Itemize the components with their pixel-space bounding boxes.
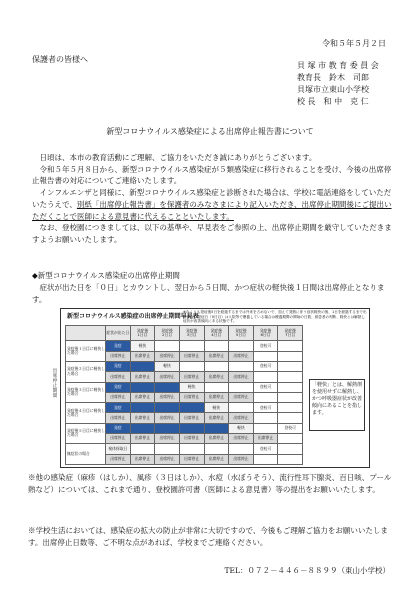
empty-cell bbox=[278, 413, 303, 423]
chart-title: 新型コロナウイルス感染症の出席停止期間早見表 bbox=[67, 313, 199, 320]
period-sentence: 症状が出た日を「０日」とカウントし、翌日から５日間、かつ症状の軽快後１日間は出席停止となります。 bbox=[32, 283, 385, 304]
stop-cell: 出席停止 bbox=[179, 454, 204, 464]
footnote-text: ※学校生活においては、感染症の拡大の防止が非常に大切ですので、今後もご理解ご協力をお願いいたします。出席停止日数等、ご不明な点があれば、学校までご連絡ください。 bbox=[28, 526, 388, 547]
chart-row bbox=[66, 403, 303, 413]
header-cell: 発症後 4日目 bbox=[204, 326, 229, 341]
empty-cell bbox=[253, 351, 278, 361]
bar-cell bbox=[204, 423, 229, 433]
empty-cell bbox=[204, 444, 229, 454]
sender-line: 教育長 鈴木 司郎 bbox=[297, 73, 369, 82]
empty-cell bbox=[130, 444, 155, 454]
bar-cell bbox=[179, 403, 204, 413]
bar-cell bbox=[155, 403, 180, 413]
mild-definition-box: 「軽快」とは、解熱剤を使用せずに解熱し、かつ呼吸器症状が改善傾向にあることを指します。 bbox=[309, 379, 365, 431]
bar-cell bbox=[130, 382, 155, 392]
empty-cell bbox=[155, 341, 180, 351]
stop-cell: 出席停止 bbox=[106, 392, 131, 402]
stop-cell: 出席停止 bbox=[106, 433, 131, 443]
header-cell: 発症後 1日目 bbox=[130, 326, 155, 341]
stop-cell: 出席停止 bbox=[229, 433, 254, 443]
period-text bbox=[32, 282, 392, 305]
bar-cell bbox=[130, 423, 155, 433]
paragraph-text: 令和５年５月８日から、新型コロナウイルス感染症が５類感染症に移行されることを受け、今後の出席停止報告書の対応についてご連絡いたします。 bbox=[32, 164, 392, 186]
sender-line: 貝 塚 市 教 育 委 員 会 bbox=[297, 61, 379, 70]
sender-block bbox=[297, 60, 379, 108]
footnote-text: ※他の感染症（麻疹（はしか）、風疹（３日はしか）、水痘（水ぼうそう）、流行性耳下腺炎、百日咳、プール熱など）については、これまで通り、登校園許可書（医師による意見書）等の提出をお願いいたします。 bbox=[28, 473, 392, 494]
empty-cell bbox=[253, 372, 278, 382]
stop-cell: 出席停止 bbox=[106, 372, 131, 382]
empty-cell bbox=[278, 444, 303, 454]
empty-cell bbox=[278, 392, 303, 402]
stop-cell: 出席停止 bbox=[179, 392, 204, 402]
stop-cell: 出席停止 bbox=[204, 413, 229, 423]
mild-cell: 軽快 bbox=[155, 362, 180, 372]
mild-cell: 軽快 bbox=[229, 423, 254, 433]
return-cell: 登校可 bbox=[253, 444, 278, 454]
chart-row bbox=[66, 341, 303, 351]
mild-cell: 軽快 bbox=[130, 341, 155, 351]
empty-cell bbox=[278, 454, 303, 464]
stop-cell: 出席停止 bbox=[130, 433, 155, 443]
stop-cell: 出席停止 bbox=[204, 454, 229, 464]
header-cell: 症状が出た日 bbox=[106, 326, 131, 341]
stop-cell: 出席停止 bbox=[155, 454, 180, 464]
header-cell: 発症後 5日目 bbox=[229, 326, 254, 341]
empty-cell bbox=[278, 372, 303, 382]
chart-grid bbox=[65, 325, 303, 465]
chart-note: ※なくとも発症後5日を経過するまでは外来を占めないで、加えて発熱に伴う症状軽快の後、1日を経過するまで出席停止。発症日（0日目）は入院等で療養している場合は療養期間の開始の日数、被患者の判断、軽快とは解熱し症状が改善傾向にある状態です。 bbox=[183, 310, 367, 324]
return-cell: 登校可 bbox=[253, 362, 278, 372]
paragraph bbox=[32, 152, 392, 164]
empty-cell bbox=[278, 341, 303, 351]
stop-cell: 出席停止 bbox=[229, 392, 254, 402]
empty-cell bbox=[204, 362, 229, 372]
stop-cell: 出席停止 bbox=[130, 372, 155, 382]
section-heading: ◆新型コロナウイルス感染症の出席停止期間 bbox=[32, 271, 180, 280]
paragraph bbox=[32, 222, 392, 245]
document-title: 新型コロナウイルス感染症による出席停止報告書について bbox=[106, 127, 314, 136]
chart-row bbox=[66, 382, 303, 392]
school-telephone: TEL：０７２－４４６－８８９９（東山小学校） bbox=[224, 566, 390, 575]
empty-cell bbox=[155, 444, 180, 454]
bar-cell bbox=[130, 403, 155, 413]
empty-cell bbox=[204, 341, 229, 351]
stop-cell: 出席停止 bbox=[229, 413, 254, 423]
onset-cell: 発症 bbox=[106, 341, 131, 351]
stop-cell: 出席停止 bbox=[229, 351, 254, 361]
stop-cell: 出席停止 bbox=[204, 392, 229, 402]
mild-cell: 軽快 bbox=[179, 382, 204, 392]
vertical-label: 出席停止期間 bbox=[52, 369, 58, 399]
empty-cell bbox=[253, 423, 278, 433]
header-cell: 発症後 3日目 bbox=[179, 326, 204, 341]
stop-cell: 出席停止 bbox=[253, 433, 278, 443]
return-cell: 登校可 bbox=[253, 382, 278, 392]
stop-cell: 出席停止 bbox=[155, 351, 180, 361]
row-label: 発症後２日目に軽快した場合 bbox=[66, 362, 106, 383]
stop-cell: 出席停止 bbox=[179, 433, 204, 443]
chart-row bbox=[66, 444, 303, 454]
stop-cell: 出席停止 bbox=[204, 372, 229, 382]
return-cell: 登校可 bbox=[253, 403, 278, 413]
bar-cell bbox=[155, 423, 180, 433]
stop-cell: 出席停止 bbox=[106, 351, 131, 361]
stop-cell: 出席停止 bbox=[179, 413, 204, 423]
empty-cell bbox=[229, 403, 254, 413]
row-label: 無症状の場合 bbox=[66, 444, 106, 465]
empty-cell bbox=[278, 382, 303, 392]
return-cell: 登校可 bbox=[278, 423, 303, 433]
empty-cell bbox=[229, 444, 254, 454]
row-label: 発症後５日目に軽快した場合 bbox=[66, 423, 106, 444]
test-cell: 検体採取日 bbox=[106, 444, 131, 454]
stop-cell: 出席停止 bbox=[204, 433, 229, 443]
empty-cell bbox=[278, 403, 303, 413]
stop-cell: 出席停止 bbox=[229, 372, 254, 382]
stop-cell: 出席停止 bbox=[106, 413, 131, 423]
empty-cell bbox=[204, 382, 229, 392]
onset-cell: 発症 bbox=[106, 403, 131, 413]
row-label: 発症後１日目に軽快した場合 bbox=[66, 341, 106, 362]
bar-cell bbox=[155, 382, 180, 392]
paragraph-text: なお、登校園につきましては、以下の基準や、早見表をご参照の上、出席停止期間を厳守していただきますようお願いいたします。 bbox=[32, 223, 392, 244]
empty-cell bbox=[278, 351, 303, 361]
stop-cell: 出席停止 bbox=[106, 454, 131, 464]
addressee: 保護者の皆様へ bbox=[32, 55, 88, 64]
paragraph-text: インフルエンザと同様に、新型コロナウイルス感染症と診断された場合は、学校に電話連絡をしていただいたうえで、 bbox=[32, 188, 392, 209]
paragraph-text: 日頃は、本市の教育活動にご理解、ご協力をいただき誠にありがとうございます。 bbox=[39, 153, 317, 162]
onset-cell: 発症 bbox=[106, 382, 131, 392]
header-cell: 発症後 6日目 bbox=[253, 326, 278, 341]
empty-cell bbox=[229, 382, 254, 392]
sender-line: 校 長 和 中 克 仁 bbox=[297, 97, 369, 106]
paragraph bbox=[32, 164, 392, 187]
stop-cell: 出席停止 bbox=[179, 351, 204, 361]
attendance-chart bbox=[52, 308, 370, 468]
body-text bbox=[32, 152, 392, 246]
stop-cell: 出席停止 bbox=[155, 433, 180, 443]
empty-cell bbox=[278, 362, 303, 372]
stop-cell: 出席停止 bbox=[229, 454, 254, 464]
empty-cell bbox=[229, 341, 254, 351]
bar-cell bbox=[130, 362, 155, 372]
row-label: 発症後３日目に軽快した場合 bbox=[66, 382, 106, 403]
empty-cell bbox=[253, 454, 278, 464]
stop-cell: 出席停止 bbox=[155, 413, 180, 423]
row-label: 発症後４日目に軽快した場合 bbox=[66, 403, 106, 424]
empty-cell bbox=[253, 392, 278, 402]
issue-date: 令和５年５月２日 bbox=[322, 39, 386, 48]
sender-line: 貝塚市立東山小学校 bbox=[297, 85, 369, 94]
chart-row bbox=[66, 423, 303, 433]
footnote-other-diseases bbox=[28, 472, 392, 495]
stop-cell: 出席停止 bbox=[155, 372, 180, 382]
header-cell: 発症後 2日目 bbox=[155, 326, 180, 341]
stop-cell: 出席停止 bbox=[179, 372, 204, 382]
empty-cell bbox=[229, 362, 254, 372]
stop-cell: 出席停止 bbox=[130, 413, 155, 423]
chart-row bbox=[66, 362, 303, 372]
stop-cell: 出席停止 bbox=[130, 454, 155, 464]
header-blank bbox=[66, 326, 106, 341]
stop-cell: 出席停止 bbox=[130, 351, 155, 361]
stop-cell: 出席停止 bbox=[130, 392, 155, 402]
stop-cell: 出席停止 bbox=[204, 351, 229, 361]
empty-cell bbox=[253, 413, 278, 423]
empty-cell bbox=[278, 433, 303, 443]
mild-cell: 軽快 bbox=[204, 403, 229, 413]
empty-cell bbox=[179, 444, 204, 454]
return-cell: 登校可 bbox=[253, 341, 278, 351]
header-cell: 発症後 7日目 bbox=[278, 326, 303, 341]
stop-cell: 出席停止 bbox=[155, 392, 180, 402]
onset-cell: 発症 bbox=[106, 362, 131, 372]
underlined-text: 別紙「出席停止報告書」を保護者のみなさまにより記入いただき、出席停止期間後にご提出いただくことで医師による意見書に代えることといたします。 bbox=[32, 199, 392, 221]
footnote-school-life bbox=[28, 525, 392, 548]
onset-cell: 発症 bbox=[106, 423, 131, 433]
bar-cell bbox=[179, 423, 204, 433]
empty-cell bbox=[179, 341, 204, 351]
chart-header-row bbox=[66, 326, 303, 341]
paragraph bbox=[32, 187, 392, 222]
empty-cell bbox=[179, 362, 204, 372]
